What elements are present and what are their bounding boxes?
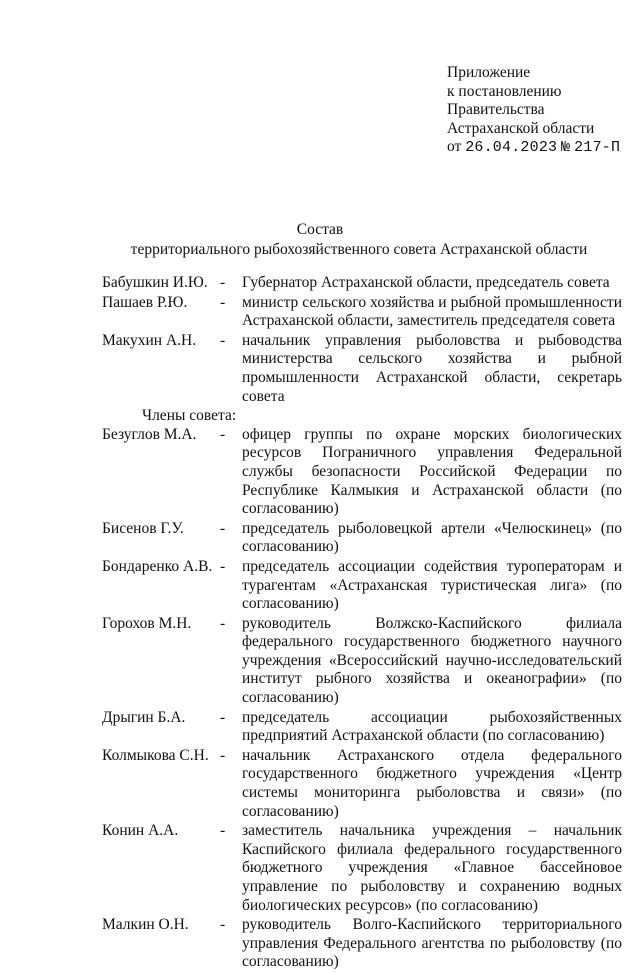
appendix-date-line <box>447 138 620 158</box>
person-position: начальник Астраханского отдела федерального государственного бюджетного учреждения «Центр системы мониторинга рыболовства и связи» (по согласованию) <box>242 746 622 820</box>
person-name: Конин А.А. <box>102 822 179 840</box>
list-item <box>102 274 622 293</box>
person-position: офицер группы по охране морских биологических ресурсов Пограничного управления Федеральной службы безопасности Российской Федерации по Республике Калмыкия и Астраханской области (по согласованию) <box>242 425 622 518</box>
list-item <box>102 747 622 821</box>
council-list <box>102 274 622 973</box>
dash: - <box>220 519 226 537</box>
dash: - <box>220 746 226 764</box>
person-position: руководитель Волго-Каспийского территориального управления Федерального агентства по рыболовству (по согласованию) <box>242 916 622 971</box>
person-position: руководитель Волжско-Каспийского филиала федерального государственного бюджетного научного учреждения «Всероссийский научно-исследовательский институт рыбного хозяйства и океанографии» (по согласованию) <box>242 614 622 707</box>
dash: - <box>220 916 226 934</box>
dash: - <box>220 822 226 840</box>
person-name: Бабушкин И.Ю. <box>102 274 208 291</box>
document-title <box>0 220 640 260</box>
person-name: Бондаренко А.В. <box>102 557 213 575</box>
person-position: председатель ассоциации содействия туроператорам и турагентам «Астраханская туристическая лига» (по согласованию) <box>242 557 622 613</box>
person-name: Дрыгин Б.А. <box>102 708 186 726</box>
person-name: Горохов М.Н. <box>102 614 192 632</box>
document-number: 217-П <box>574 139 621 157</box>
members-label: Члены совета: <box>142 407 237 425</box>
dash: - <box>220 274 226 291</box>
person-position: министр сельского хозяйства и рыбной промышленности Астраханской области, заместитель председателя совета <box>242 293 622 330</box>
list-item <box>102 294 622 331</box>
number-sign: № <box>561 139 571 157</box>
person-position: Губернатор Астраханской области, председатель совета <box>242 274 610 291</box>
dash: - <box>220 708 226 726</box>
list-item <box>102 615 622 708</box>
person-position: начальник управления рыболовства и рыбоводства министерства сельского хозяйства и рыбной промышленности Астраханской области, секретарь совета <box>242 331 622 405</box>
person-name: Малкин О.Н. <box>102 916 189 934</box>
list-item <box>102 426 622 519</box>
appendix-line: Правительства <box>447 101 545 119</box>
person-position: заместитель начальника учреждения – начальник Каспийского филиала федерального государственного бюджетного учреждения «Главное бассейновое управление по рыболовству и сохранению водных биологических ресурсов» (по согласованию) <box>242 822 622 914</box>
document-date: 26.04.2023 <box>465 139 558 157</box>
list-item <box>102 709 622 746</box>
person-name: Пашаев Р.Ю. <box>102 293 188 311</box>
dash: - <box>220 425 226 443</box>
list-item <box>102 822 622 915</box>
person-name: Бисенов Г.У. <box>102 519 184 537</box>
dash: - <box>220 614 226 632</box>
person-name: Макухин А.Н. <box>102 331 197 349</box>
appendix-line: Приложение <box>447 64 531 81</box>
person-position: председатель ассоциации рыбохозяйственных предприятий Астраханской области (по согласованию) <box>242 708 622 745</box>
date-prefix: от <box>447 138 462 156</box>
person-name: Безуглов М.А. <box>102 425 197 443</box>
dash: - <box>220 293 226 311</box>
dash: - <box>220 331 226 349</box>
person-name: Колмыкова С.Н. <box>102 746 209 764</box>
list-item <box>102 916 622 972</box>
person-position: председатель рыболовецкой артели «Челюскинец» (по согласованию) <box>242 519 622 556</box>
list-item <box>102 558 622 614</box>
list-item <box>102 520 622 557</box>
list-item <box>102 332 622 406</box>
appendix-line: Астраханской области <box>447 119 595 137</box>
appendix-header <box>447 64 620 158</box>
dash: - <box>220 557 226 575</box>
title-subheading: территориального рыбохозяйственного совета Астраханской области <box>130 241 588 258</box>
title-heading: Состав <box>296 221 344 238</box>
appendix-line: к постановлению <box>447 82 562 100</box>
